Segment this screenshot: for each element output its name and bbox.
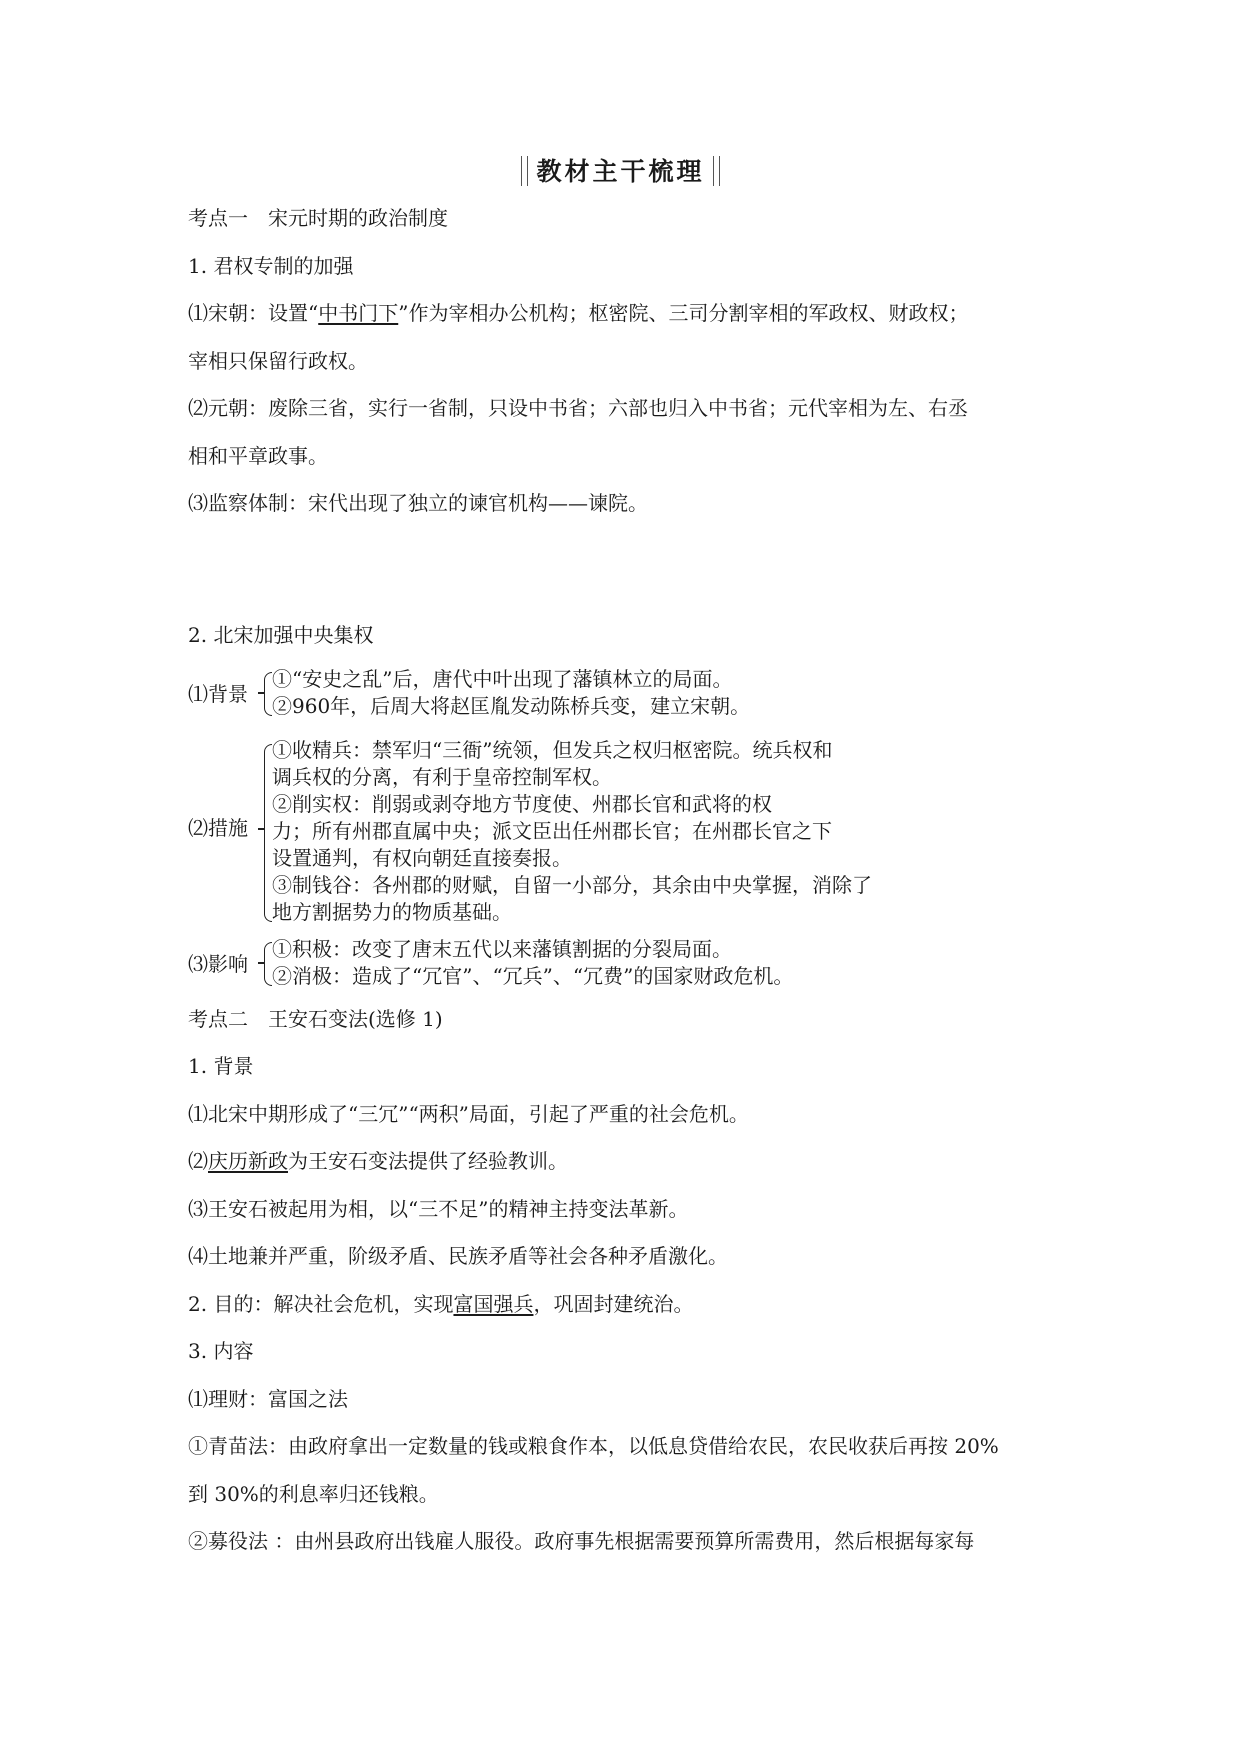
section2-content-1-1: ①青苗法：由政府拿出一定数量的钱或粮食作本，以低息贷借给农民，农民收获后再按 20% [188,1434,999,1458]
section2-content-1-1-cont: 到 30%的利息率归还钱粮。 [188,1482,439,1506]
title-right-bar [713,156,720,186]
section2-goal [188,1292,693,1316]
section2-background-heading: 1. 背景 [188,1054,254,1078]
background-item-2: ②960年，后周大将赵匡胤发动陈桥兵变，建立宋朝。 [272,694,751,718]
measures-line-6: ③制钱谷：各州郡的财赋，自留一小部分，其余由中央掌握，消除了 [272,873,872,897]
text-span: ，巩固封建统治。 [533,1292,694,1316]
measures-line-5: 设置通判，有权向朝廷直接奏报。 [272,846,572,870]
brace-impact [264,942,272,986]
section2-background-4: ⑷土地兼并严重，阶级矛盾、民族矛盾等社会各种矛盾激化。 [188,1244,728,1268]
section1-p1-1 [188,301,968,325]
text-span: 2. 目的：解决社会危机，实现 [188,1292,454,1316]
text-span: ”作为宰相办公机构；枢密院、三司分割宰相的军政权、财政权； [398,301,969,325]
impact-item-1: ①积极：改变了唐末五代以来藩镇割据的分裂局面。 [272,937,732,961]
text-span: ⑴宋朝：设置“ [188,301,319,325]
section1-p1-2-cont: 相和平章政事。 [188,444,328,468]
brace-measures-tip [258,828,264,830]
section1-p1-2: ⑵元朝：废除三省，实行一省制，只设中书省；六部也归入中书省；元代宰相为左、右丞 [188,396,968,420]
section1-p2-heading: 2. 北宋加强中央集权 [188,623,374,647]
background-item-1: ①“安史之乱”后，唐代中叶出现了藩镇林立的局面。 [272,667,733,691]
section2-heading: 考点二 王安石变法(选修 1) [188,1007,443,1031]
measures-line-4: 力；所有州郡直属中央；派文臣出任州郡长官；在州郡长官之下 [272,819,832,843]
section2-background-1: ⑴北宋中期形成了“三冗”“两积”局面，引起了严重的社会危机。 [188,1102,749,1126]
title-left-bar [521,156,528,186]
text-span: 为王安石变法提供了经验教训。 [288,1149,568,1173]
measures-line-2: 调兵权的分离，有利于皇帝控制军权。 [272,765,612,789]
impact-item-2: ②消极：造成了“冗官”、“冗兵”、“冗费”的国家财政危机。 [272,964,794,988]
page-title-text: 教材主干梳理 [536,157,705,186]
brace-background-tip [258,692,264,694]
underlined-term: 富国强兵 [453,1292,534,1316]
section2-content-1-2: ②募役法 ：由州县政府出钱雇人服役。政府事先根据需要预算所需费用，然后根据每家每 [188,1529,975,1553]
measures-line-1: ①收精兵：禁军归“三衙”统领，但发兵之权归枢密院。统兵权和 [272,738,833,762]
impact-label: ⑶影响 [188,952,248,976]
underlined-term: 中书门下 [318,301,399,325]
section2-content-1: ⑴理财：富国之法 [188,1387,348,1411]
section2-background-3: ⑶王安石被起用为相，以“三不足”的精神主持变法革新。 [188,1197,689,1221]
text-span: ⑵ [188,1149,208,1173]
section1-p1-heading: 1. 君权专制的加强 [188,254,354,278]
measures-line-3: ②削实权：削弱或剥夺地方节度使、州郡长官和武将的权 [272,792,772,816]
section1-p1-3: ⑶监察体制：宋代出现了独立的谏官机构——谏院。 [188,491,648,515]
page-title [0,152,1241,188]
measures-label: ⑵措施 [188,816,248,840]
brace-measures [264,744,272,922]
underlined-term: 庆历新政 [208,1149,288,1173]
brace-background [264,672,272,716]
brace-impact-tip [258,962,264,964]
background-label: ⑴背景 [188,682,248,706]
measures-line-7: 地方割据势力的物质基础。 [272,900,512,924]
section1-p1-1-cont: 宰相只保留行政权。 [188,349,368,373]
section2-background-2 [188,1149,568,1173]
section2-content-heading: 3. 内容 [188,1339,254,1363]
section1-heading: 考点一 宋元时期的政治制度 [188,206,448,230]
